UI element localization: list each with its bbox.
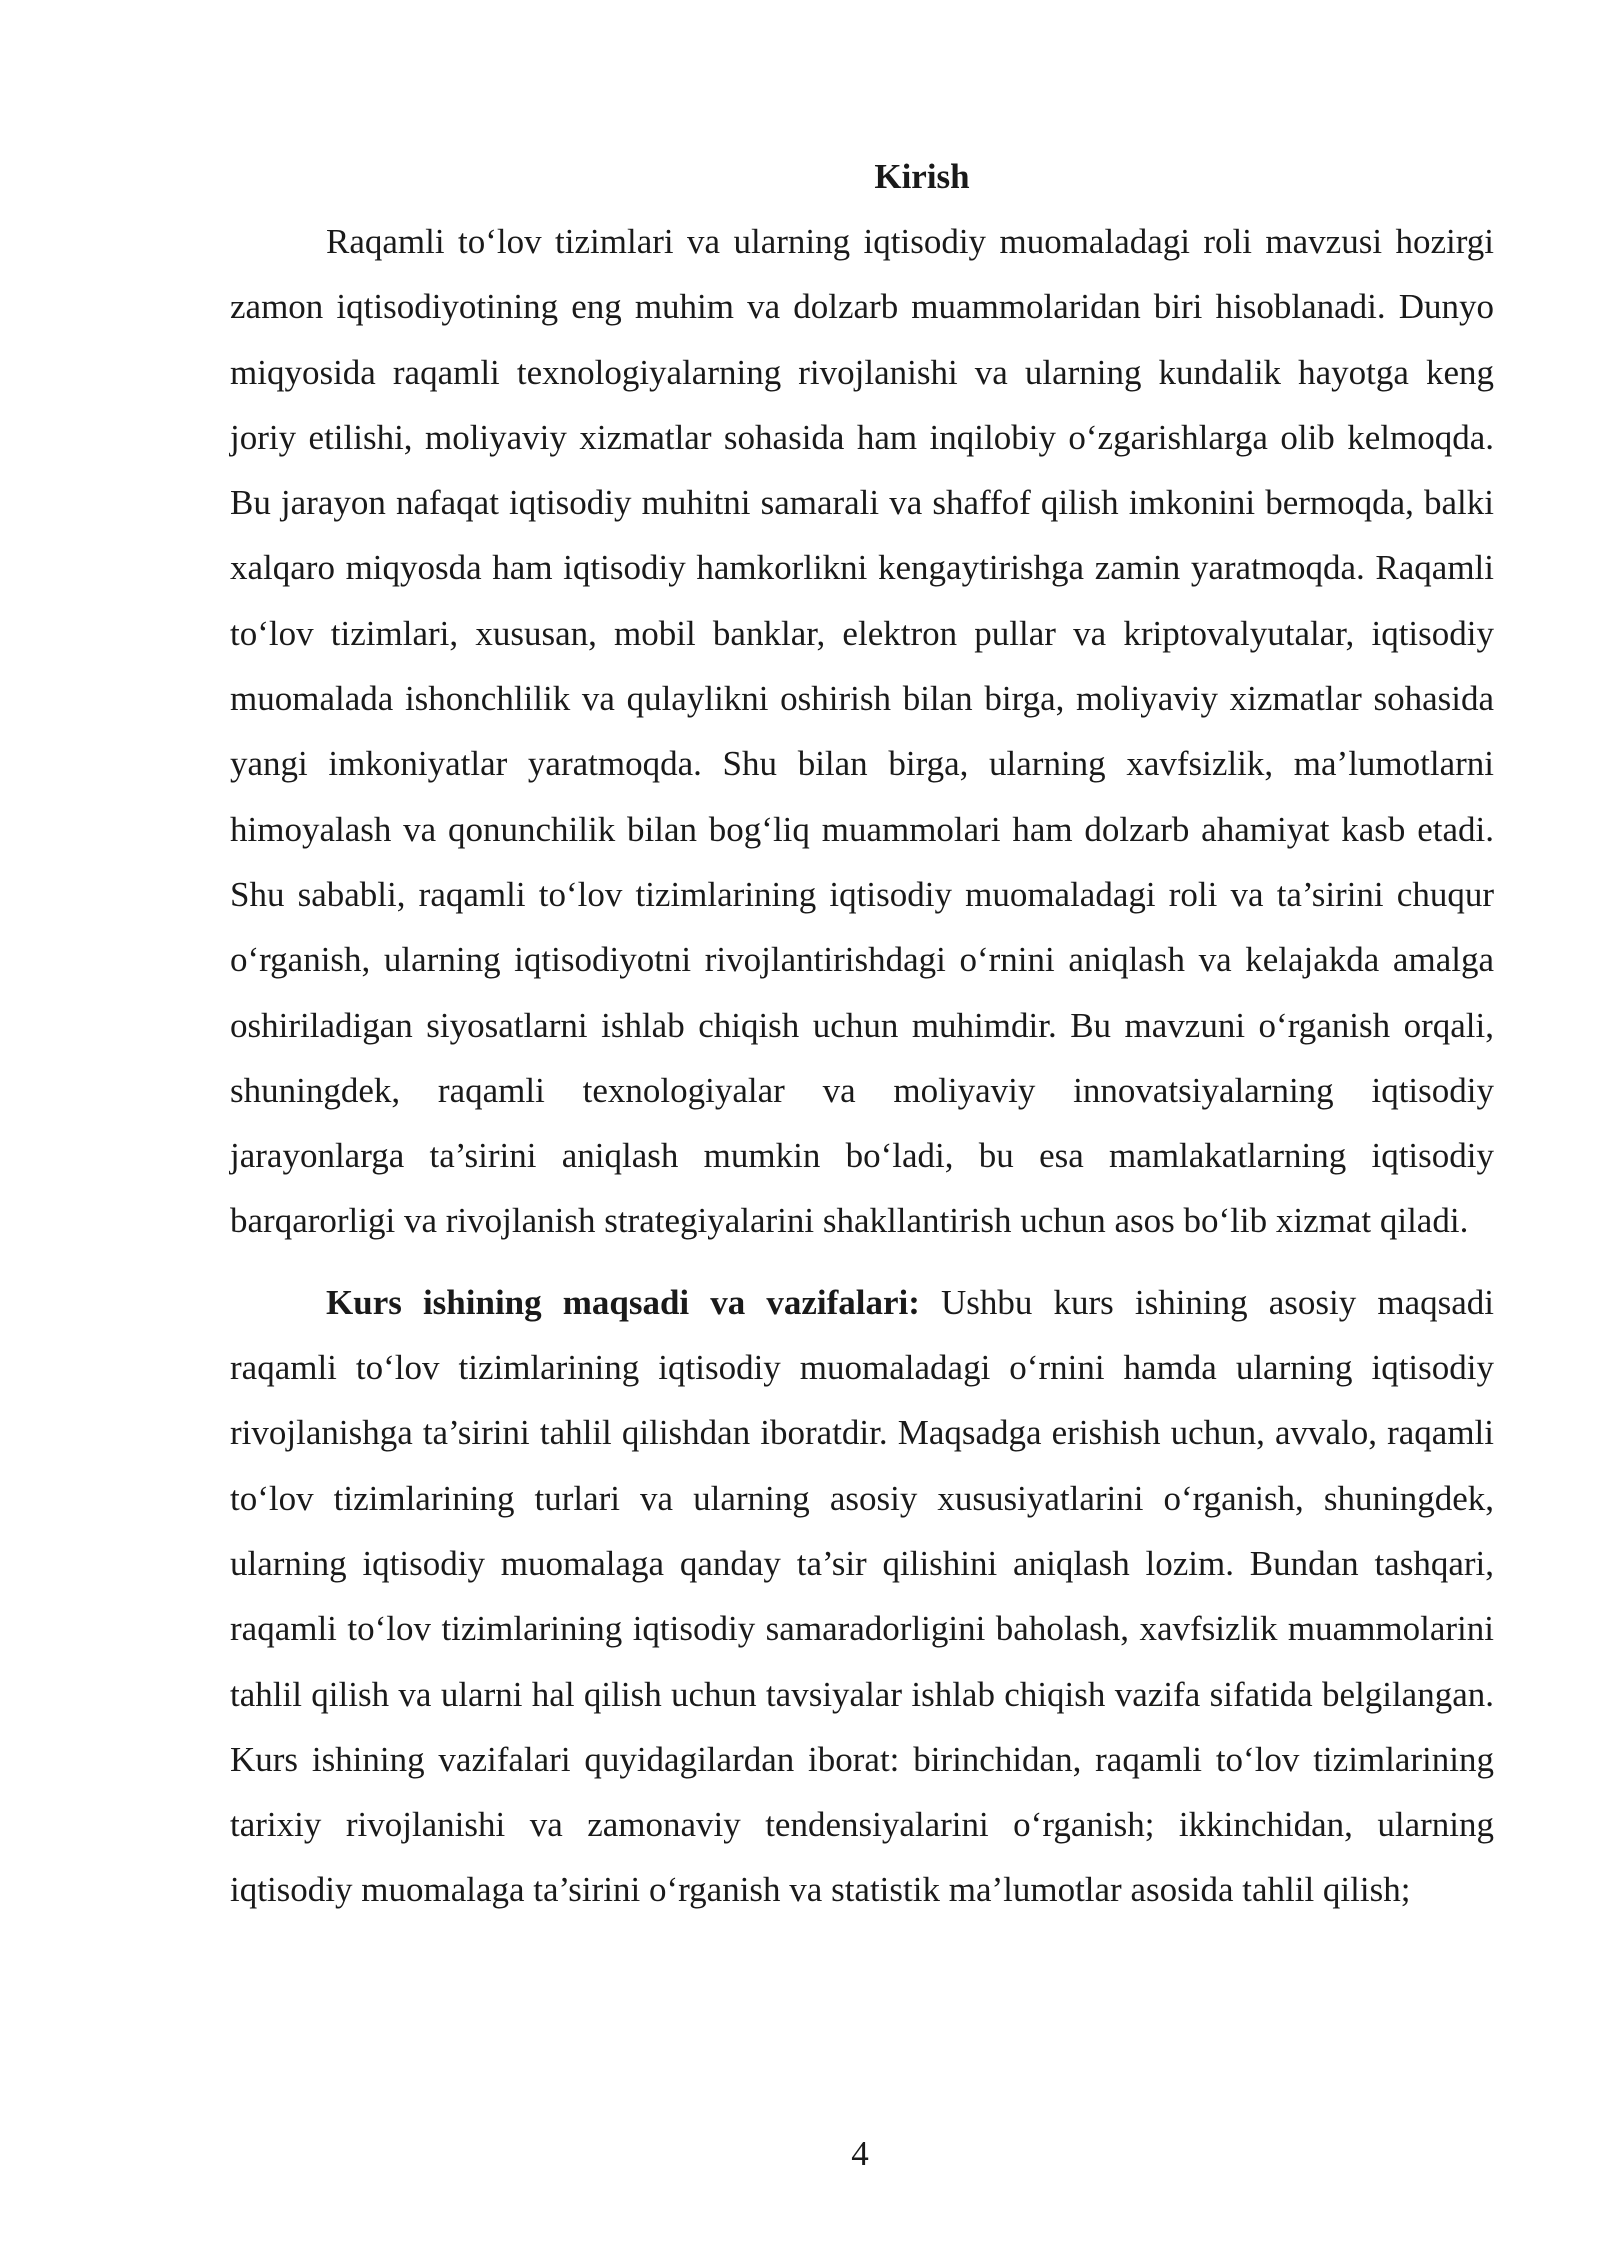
paragraph-text: Raqamli to‘lov tizimlari va ularning iqtisodiy muomaladagi roli mavzusi hozirgi zamon iqtisodiyotining eng muhim va dolzarb muammolaridan biri hisoblanadi. Dunyo miqyosida raqamli texnologiyalarning rivojlanishi va ularning kundalik hayotga keng joriy etilishi, moliyaviy xizmatlar sohasida ham inqilobiy o‘zgarishlarga olib kelmoqda. Bu jarayon nafaqat iqtisodiy muhitni samarali va shaffof qilish imkonini bermoqda, balki xalqaro miqyosda ham iqtisodiy hamkorlikni kengaytirishga zamin yaratmoqda. Raqamli to‘lov tizimlari, xususan, mobil banklar, elektron pullar va kriptovalyutalar, iqtisodiy muomalada ishonchlilik va qulaylikni oshirish bilan birga, moliyaviy xizmatlar sohasida yangi imkoniyatlar yaratmoqda. Shu bilan birga, ularning xavfsizlik, ma’lumotlarni himoyalash va qonunchilik bilan bog‘liq muammolari ham dolzarb ahamiyat kasb etadi. Shu sababli, raqamli to‘lov tizimlarining iqtisodiy muomaladagi roli va ta’sirini chuqur o‘rganish, ularning iqtisodiyotni rivojlantirishdagi o‘rnini aniqlash va kelajakda amalga oshiriladigan siyosatlarni ishlab chiqish uchun muhimdir. Bu mavzuni o‘rganish orqali, shuningdek, raqamli texnologiyalar va moliyaviy innovatsiyalarning iqtisodiy jarayonlarga ta’sirini aniqlash mumkin bo‘ladi, bu esa mamlakatlarning iqtisodiy barqarorligi va rivojlanish strategiyalarini shakllantirish uchun asos bo‘lib xizmat qiladi. — [230, 222, 1494, 1241]
paragraph-text: Ushbu kurs ishining asosiy maqsadi raqamli to‘lov tizimlarining iqtisodiy muomaladagi o‘rnini hamda ularning iqtisodiy rivojlanishga ta’sirini tahlil qilishdan iboratdir. Maqsadga erishish uchun, avvalo, raqamli to‘lov tizimlarining turlari va ularning asosiy xususiyatlarini o‘rganish, shuningdek, ularning iqtisodiy muomalaga qanday ta’sir qilishini aniqlash lozim. Bundan tashqari, raqamli to‘lov tizimlarining iqtisodiy samaradorligini baholash, xavfsizlik muammolarini tahlil qilish va ularni hal qilish uchun tavsiyalar ishlab chiqish vazifa sifatida belgilangan. Kurs ishining vazifalari quyidagilardan iborat: birinchidan, raqamli to‘lov tizimlarining tarixiy rivojlanishi va zamonaviy tendensiyalarini o‘rganish; ikkinchidan, ularning iqtisodiy muomalaga ta’sirini o‘rganish va statistik ma’lumotlar asosida tahlil qilish; — [230, 1282, 1494, 1910]
goals-paragraph — [230, 1270, 1494, 1923]
intro-paragraph — [230, 209, 1494, 1254]
paragraph-lead: Kurs ishining maqsadi va vazifalari: — [326, 1282, 920, 1322]
page-content — [230, 144, 1494, 1923]
section-title: Kirish — [874, 157, 970, 196]
page-number: 4 — [851, 2134, 869, 2173]
